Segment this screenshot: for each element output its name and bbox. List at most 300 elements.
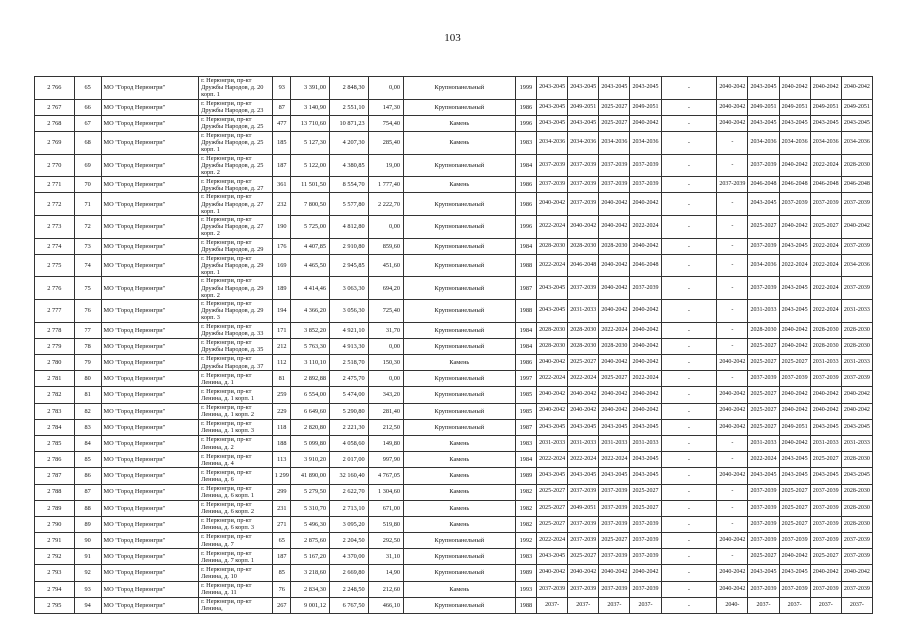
address-cell: г. Нерюнгри, пр-кт Дружбы Народов, д. 29 (199, 238, 273, 254)
period-cell: 2037-2039 (568, 484, 599, 500)
residents-cell: 187 (273, 549, 291, 565)
period-cell: 2040-2042 (841, 387, 872, 403)
period-cell: 2037-2039 (748, 277, 779, 300)
period-cell: - (717, 338, 748, 354)
period-cell: 2046-2048 (810, 177, 841, 193)
build-year-cell: 1982 (515, 484, 536, 500)
period-cell: 2040-2042 (537, 355, 568, 371)
row-number-cell: 82 (74, 403, 101, 419)
period-cell: 2040-2042 (568, 403, 599, 419)
period-cell: 2040-2042 (630, 338, 661, 354)
period-cell: 2049-2051 (630, 99, 661, 115)
build-year-cell: 1996 (515, 216, 536, 239)
period-cell: 2040-2042 (630, 115, 661, 131)
period-cell: 2037-2039 (748, 238, 779, 254)
period-cell: 2037-2039 (599, 484, 630, 500)
build-year-cell: 1984 (515, 322, 536, 338)
period-cell: 2037-2039 (841, 549, 872, 565)
address-cell: г. Нерюнгри, пр-кт Дружбы Народов, д. 27 (199, 177, 273, 193)
build-year-cell: 1986 (515, 177, 536, 193)
period-cell: 2028-2030 (841, 516, 872, 532)
table-row (35, 549, 873, 565)
address-cell: г. Нерюнгри, пр-кт Ленина, д. 10 (199, 565, 273, 581)
row-number-cell: 71 (74, 193, 101, 216)
address-cell: г. Нерюнгри, пр-кт Ленина, д. 1 корп. 3 (199, 419, 273, 435)
nonliving-area-cell: 212,50 (368, 419, 403, 435)
build-year-cell: 1996 (515, 115, 536, 131)
period-cell: 2025-2027 (748, 419, 779, 435)
period-cell: 2040-2042 (599, 277, 630, 300)
period-cell: 2025-2027 (537, 500, 568, 516)
period-cell: 2025-2027 (599, 371, 630, 387)
nonliving-area-cell: 343,20 (368, 387, 403, 403)
table-row (35, 238, 873, 254)
total-area-cell: 5 496,30 (291, 516, 330, 532)
living-area-cell: 2 551,10 (330, 99, 369, 115)
period-cell: 2037-2039 (841, 238, 872, 254)
period-cell: 2043-2045 (779, 452, 810, 468)
municipality-cell: МО "Город Нерюнгри" (101, 403, 199, 419)
period-cell: 2025-2027 (568, 355, 599, 371)
period-cell: 2022-2024 (537, 254, 568, 277)
period-cell: 2022-2024 (810, 254, 841, 277)
period-cell: 2034-2036 (748, 131, 779, 154)
wall-material-cell: Камень (404, 131, 516, 154)
living-area-cell: 5 474,00 (330, 387, 369, 403)
municipality-cell: МО "Город Нерюнгри" (101, 177, 199, 193)
address-cell: г. Нерюнгри, пр-кт Дружбы Народов, д. 27 корп. 2 (199, 216, 273, 239)
period-cell: 2043-2045 (748, 565, 779, 581)
build-year-cell: 1982 (515, 516, 536, 532)
period-cell: - (661, 177, 717, 193)
municipality-cell: МО "Город Нерюнгри" (101, 452, 199, 468)
table-row (35, 77, 873, 100)
period-cell: 2040-2042 (599, 300, 630, 323)
table-row (35, 254, 873, 277)
period-cell: - (717, 131, 748, 154)
period-cell: 2043-2045 (630, 452, 661, 468)
address-cell: г. Нерюнгри, пр-кт Ленина, д. 6 корп. 1 (199, 484, 273, 500)
nonliving-area-cell: 0,00 (368, 77, 403, 100)
living-area-cell: 2 669,80 (330, 565, 369, 581)
period-cell: - (661, 131, 717, 154)
period-cell: - (717, 193, 748, 216)
wall-material-cell: Крупнопанельный (404, 597, 516, 613)
period-cell: 2028-2030 (568, 322, 599, 338)
period-cell: 2043-2045 (779, 238, 810, 254)
period-cell: 2043-2045 (779, 468, 810, 484)
period-cell: 2040-2042 (537, 403, 568, 419)
period-cell: 2025-2027 (568, 549, 599, 565)
period-cell: 2043-2045 (810, 468, 841, 484)
period-cell: 2022-2024 (810, 238, 841, 254)
row-number-cell: 68 (74, 131, 101, 154)
build-year-cell: 1986 (515, 355, 536, 371)
row-id-cell: 2 795 (35, 597, 75, 613)
period-cell: 2037-2039 (599, 549, 630, 565)
period-cell: 2037-2039 (599, 581, 630, 597)
period-cell: 2031-2033 (748, 300, 779, 323)
residents-cell: 113 (273, 452, 291, 468)
living-area-cell: 5 577,80 (330, 193, 369, 216)
period-cell: 2025-2027 (810, 452, 841, 468)
period-cell: 2037-2039 (748, 533, 779, 549)
wall-material-cell: Камень (404, 516, 516, 532)
period-cell: - (717, 452, 748, 468)
nonliving-area-cell: 281,40 (368, 403, 403, 419)
period-cell: 2028-2030 (568, 238, 599, 254)
living-area-cell: 4 380,85 (330, 154, 369, 177)
period-cell: 2049-2051 (841, 99, 872, 115)
period-cell: 2037-2039 (748, 371, 779, 387)
row-id-cell: 2 769 (35, 131, 75, 154)
nonliving-area-cell: 292,50 (368, 533, 403, 549)
address-cell: г. Нерюнгри, пр-кт Дружбы Народов, д. 23 (199, 99, 273, 115)
address-cell: г. Нерюнгри, пр-кт Ленина, д. 6 (199, 468, 273, 484)
row-id-cell: 2 781 (35, 371, 75, 387)
total-area-cell: 5 127,30 (291, 131, 330, 154)
period-cell: 2040-2042 (717, 581, 748, 597)
nonliving-area-cell: 0,00 (368, 338, 403, 354)
build-year-cell: 1985 (515, 387, 536, 403)
period-cell: 2043-2045 (537, 115, 568, 131)
period-cell: 2034-2036 (568, 131, 599, 154)
period-cell: - (661, 419, 717, 435)
period-cell: 2049-2051 (748, 99, 779, 115)
period-cell: 2028-2030 (841, 500, 872, 516)
period-cell: 2040-2042 (630, 565, 661, 581)
period-cell: 2025-2027 (779, 484, 810, 500)
period-cell: 2034-2036 (841, 254, 872, 277)
living-area-cell: 2 622,70 (330, 484, 369, 500)
residents-cell: 361 (273, 177, 291, 193)
period-cell: 2031-2033 (568, 300, 599, 323)
wall-material-cell: Крупнопанельный (404, 565, 516, 581)
build-year-cell: 1984 (515, 452, 536, 468)
period-cell: 2040-2042 (779, 154, 810, 177)
period-cell: - (717, 549, 748, 565)
build-year-cell: 1983 (515, 435, 536, 451)
row-id-cell: 2 785 (35, 435, 75, 451)
period-cell: 2037-2039 (568, 177, 599, 193)
municipality-cell: МО "Город Нерюнгри" (101, 238, 199, 254)
total-area-cell: 3 110,10 (291, 355, 330, 371)
wall-material-cell: Крупнопанельный (404, 193, 516, 216)
build-year-cell: 1983 (515, 131, 536, 154)
build-year-cell: 1986 (515, 193, 536, 216)
residents-cell: 187 (273, 154, 291, 177)
table-row (35, 516, 873, 532)
period-cell: - (717, 516, 748, 532)
total-area-cell: 3 140,90 (291, 99, 330, 115)
period-cell: - (661, 435, 717, 451)
period-cell: 2022-2024 (537, 371, 568, 387)
period-cell: - (661, 533, 717, 549)
address-cell: г. Нерюнгри, пр-кт Ленина, (199, 597, 273, 613)
row-number-cell: 93 (74, 581, 101, 597)
residents-cell: 232 (273, 193, 291, 216)
period-cell: 2037-2039 (810, 500, 841, 516)
period-cell: 2040-2042 (779, 216, 810, 239)
period-cell: 2025-2027 (748, 355, 779, 371)
period-cell: 2037-2039 (779, 193, 810, 216)
period-cell: 2040-2042 (630, 403, 661, 419)
table-row (35, 154, 873, 177)
period-cell: 2022-2024 (748, 452, 779, 468)
period-cell: - (717, 484, 748, 500)
period-cell: 2049-2051 (568, 99, 599, 115)
wall-material-cell: Камень (404, 355, 516, 371)
period-cell: 2028-2030 (568, 338, 599, 354)
residents-cell: 76 (273, 581, 291, 597)
total-area-cell: 41 890,00 (291, 468, 330, 484)
period-cell: 2043-2045 (537, 300, 568, 323)
municipality-cell: МО "Город Нерюнгри" (101, 565, 199, 581)
address-cell: г. Нерюнгри, пр-кт Дружбы Народов, д. 33 (199, 322, 273, 338)
total-area-cell: 5 099,80 (291, 435, 330, 451)
address-cell: г. Нерюнгри, пр-кт Ленина, д. 6 корп. 2 (199, 500, 273, 516)
period-cell: 2040-2042 (779, 435, 810, 451)
nonliving-area-cell: 754,40 (368, 115, 403, 131)
table-row (35, 533, 873, 549)
housing-table (34, 76, 873, 614)
address-cell: г. Нерюнгри, пр-кт Дружбы Народов, д. 27 корп. 1 (199, 193, 273, 216)
period-cell: 2022-2024 (810, 277, 841, 300)
period-cell: 2043-2045 (841, 115, 872, 131)
period-cell: 2025-2027 (599, 99, 630, 115)
period-cell: 2031-2033 (841, 300, 872, 323)
period-cell: 2040-2042 (599, 355, 630, 371)
nonliving-area-cell: 212,60 (368, 581, 403, 597)
municipality-cell: МО "Город Нерюнгри" (101, 300, 199, 323)
total-area-cell: 4 366,20 (291, 300, 330, 323)
period-cell: 2040-2042 (779, 549, 810, 565)
nonliving-area-cell: 725,40 (368, 300, 403, 323)
period-cell: 2049-2051 (810, 99, 841, 115)
build-year-cell: 1987 (515, 277, 536, 300)
period-cell: 2043-2045 (537, 549, 568, 565)
row-id-cell: 2 789 (35, 500, 75, 516)
table-row (35, 403, 873, 419)
period-cell: 2037-2039 (810, 371, 841, 387)
municipality-cell: МО "Город Нерюнгри" (101, 115, 199, 131)
wall-material-cell: Камень (404, 484, 516, 500)
row-number-cell: 74 (74, 254, 101, 277)
period-cell: 2037- (537, 597, 568, 613)
table-row (35, 597, 873, 613)
period-cell: 2025-2027 (779, 516, 810, 532)
residents-cell: 477 (273, 115, 291, 131)
period-cell: 2040-2042 (779, 338, 810, 354)
nonliving-area-cell: 451,60 (368, 254, 403, 277)
row-id-cell: 2 791 (35, 533, 75, 549)
build-year-cell: 1983 (515, 549, 536, 565)
total-area-cell: 6 649,60 (291, 403, 330, 419)
municipality-cell: МО "Город Нерюнгри" (101, 216, 199, 239)
period-cell: 2040-2042 (717, 355, 748, 371)
residents-cell: 271 (273, 516, 291, 532)
period-cell: 2022-2024 (630, 216, 661, 239)
residents-cell: 93 (273, 77, 291, 100)
period-cell: 2037-2039 (748, 154, 779, 177)
municipality-cell: МО "Город Нерюнгри" (101, 355, 199, 371)
total-area-cell: 5 725,00 (291, 216, 330, 239)
living-area-cell: 2 945,85 (330, 254, 369, 277)
period-cell: - (661, 581, 717, 597)
row-id-cell: 2 790 (35, 516, 75, 532)
row-number-cell: 66 (74, 99, 101, 115)
period-cell: 2037-2039 (748, 516, 779, 532)
period-cell: 2037-2039 (630, 533, 661, 549)
period-cell: - (661, 216, 717, 239)
residents-cell: 81 (273, 371, 291, 387)
address-cell: г. Нерюнгри, пр-кт Ленина, д. 6 корп. 3 (199, 516, 273, 532)
period-cell: 2037-2039 (630, 581, 661, 597)
housing-table-grid (34, 76, 873, 614)
period-cell: 2043-2045 (748, 115, 779, 131)
period-cell: 2043-2045 (568, 115, 599, 131)
period-cell: 2037-2039 (841, 581, 872, 597)
living-area-cell: 2 518,70 (330, 355, 369, 371)
period-cell: - (717, 322, 748, 338)
build-year-cell: 1989 (515, 468, 536, 484)
period-cell: - (661, 115, 717, 131)
municipality-cell: МО "Город Нерюнгри" (101, 154, 199, 177)
period-cell: 2037-2039 (599, 516, 630, 532)
address-cell: г. Нерюнгри, пр-кт Дружбы Народов, д. 25 корп. 1 (199, 131, 273, 154)
row-number-cell: 76 (74, 300, 101, 323)
municipality-cell: МО "Город Нерюнгри" (101, 516, 199, 532)
row-id-cell: 2 768 (35, 115, 75, 131)
period-cell: 2034-2036 (841, 131, 872, 154)
period-cell: - (661, 387, 717, 403)
table-row (35, 115, 873, 131)
municipality-cell: МО "Город Нерюнгри" (101, 338, 199, 354)
wall-material-cell: Камень (404, 500, 516, 516)
wall-material-cell: Крупнопанельный (404, 77, 516, 100)
nonliving-area-cell: 285,40 (368, 131, 403, 154)
period-cell: 2037- (568, 597, 599, 613)
period-cell: 2049-2051 (779, 419, 810, 435)
build-year-cell: 1988 (515, 597, 536, 613)
period-cell: - (661, 193, 717, 216)
total-area-cell: 3 391,00 (291, 77, 330, 100)
residents-cell: 185 (273, 131, 291, 154)
period-cell: 2025-2027 (810, 216, 841, 239)
period-cell: 2025-2027 (537, 484, 568, 500)
period-cell: 2031-2033 (599, 435, 630, 451)
period-cell: 2043-2045 (630, 419, 661, 435)
municipality-cell: МО "Город Нерюнгри" (101, 322, 199, 338)
row-id-cell: 2 782 (35, 387, 75, 403)
nonliving-area-cell: 519,80 (368, 516, 403, 532)
residents-cell: 189 (273, 277, 291, 300)
living-area-cell: 2 475,70 (330, 371, 369, 387)
period-cell: 2022-2024 (779, 254, 810, 277)
period-cell: 2037-2039 (537, 177, 568, 193)
build-year-cell: 1982 (515, 500, 536, 516)
row-id-cell: 2 771 (35, 177, 75, 193)
period-cell: 2040-2042 (568, 565, 599, 581)
address-cell: г. Нерюнгри, пр-кт Ленина, д. 2 (199, 435, 273, 451)
period-cell: 2025-2027 (630, 484, 661, 500)
residents-cell: 169 (273, 254, 291, 277)
row-id-cell: 2 788 (35, 484, 75, 500)
row-id-cell: 2 794 (35, 581, 75, 597)
period-cell: 2040-2042 (630, 322, 661, 338)
total-area-cell: 5 279,50 (291, 484, 330, 500)
table-row (35, 452, 873, 468)
build-year-cell: 1987 (515, 419, 536, 435)
table-row (35, 581, 873, 597)
period-cell: 2025-2027 (630, 500, 661, 516)
total-area-cell: 9 001,12 (291, 597, 330, 613)
period-cell: 2046-2048 (630, 254, 661, 277)
build-year-cell: 1984 (515, 238, 536, 254)
period-cell: - (717, 238, 748, 254)
row-id-cell: 2 773 (35, 216, 75, 239)
total-area-cell: 4 465,50 (291, 254, 330, 277)
total-area-cell: 3 218,60 (291, 565, 330, 581)
build-year-cell: 1989 (515, 565, 536, 581)
living-area-cell: 5 290,80 (330, 403, 369, 419)
row-number-cell: 78 (74, 338, 101, 354)
period-cell: 2034-2036 (599, 131, 630, 154)
row-id-cell: 2 774 (35, 238, 75, 254)
municipality-cell: МО "Город Нерюнгри" (101, 533, 199, 549)
period-cell: - (661, 565, 717, 581)
period-cell: 2040-2042 (810, 403, 841, 419)
period-cell: 2040-2042 (841, 216, 872, 239)
row-id-cell: 2 792 (35, 549, 75, 565)
period-cell: 2025-2027 (537, 516, 568, 532)
living-area-cell: 2 221,30 (330, 419, 369, 435)
period-cell: 2022-2024 (599, 452, 630, 468)
row-id-cell: 2 776 (35, 277, 75, 300)
row-id-cell: 2 766 (35, 77, 75, 100)
wall-material-cell: Камень (404, 581, 516, 597)
period-cell: 2037-2039 (748, 484, 779, 500)
period-cell: - (717, 277, 748, 300)
period-cell: 2037-2039 (779, 371, 810, 387)
period-cell: 2040-2042 (717, 565, 748, 581)
period-cell: 2022-2024 (537, 216, 568, 239)
period-cell: 2037-2039 (630, 516, 661, 532)
period-cell: 2037- (599, 597, 630, 613)
municipality-cell: МО "Город Нерюнгри" (101, 468, 199, 484)
period-cell: 2040-2042 (568, 216, 599, 239)
period-cell: - (717, 500, 748, 516)
period-cell: 2037-2039 (810, 533, 841, 549)
table-row (35, 565, 873, 581)
period-cell: 2031-2033 (841, 435, 872, 451)
wall-material-cell: Крупнопанельный (404, 99, 516, 115)
period-cell: - (661, 452, 717, 468)
living-area-cell: 4 058,60 (330, 435, 369, 451)
period-cell: - (661, 322, 717, 338)
period-cell: 2043-2045 (810, 419, 841, 435)
row-id-cell: 2 786 (35, 452, 75, 468)
build-year-cell: 1993 (515, 581, 536, 597)
period-cell: 2028-2030 (841, 484, 872, 500)
period-cell: 2040-2042 (810, 565, 841, 581)
row-id-cell: 2 783 (35, 403, 75, 419)
period-cell: 2025-2027 (779, 500, 810, 516)
row-number-cell: 88 (74, 500, 101, 516)
residents-cell: 231 (273, 500, 291, 516)
period-cell: 2034-2036 (810, 131, 841, 154)
wall-material-cell: Крупнопанельный (404, 154, 516, 177)
